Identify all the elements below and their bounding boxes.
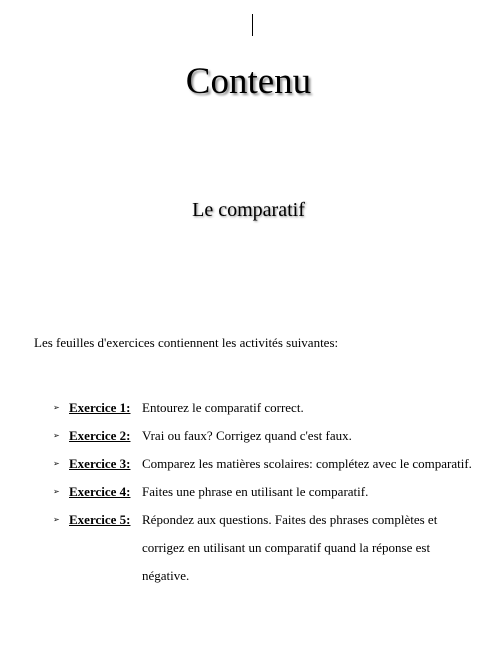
list-item bbox=[0, 422, 497, 450]
exercise-description: Vrai ou faux? Corrigez quand c'est faux. bbox=[142, 428, 352, 443]
exercise-label: Exercice 4: bbox=[69, 484, 131, 499]
arrow-bullet-icon: ➢ bbox=[53, 487, 60, 496]
exercise-list bbox=[0, 394, 497, 583]
list-item bbox=[0, 478, 497, 506]
exercise-description: Comparez les matières scolaires: complétez avec le comparatif. bbox=[142, 456, 472, 471]
list-item bbox=[0, 450, 497, 478]
exercise-description: Entourez le comparatif correct. bbox=[142, 400, 304, 415]
exercise-label: Exercice 1: bbox=[69, 400, 131, 415]
exercise-description: Faites une phrase en utilisant le comparatif. bbox=[142, 484, 369, 499]
arrow-bullet-icon: ➢ bbox=[53, 403, 60, 412]
text-cursor bbox=[252, 14, 253, 36]
arrow-bullet-icon: ➢ bbox=[53, 431, 60, 440]
list-item bbox=[0, 506, 497, 583]
arrow-bullet-icon: ➢ bbox=[53, 459, 60, 468]
page-subtitle: Le comparatif bbox=[192, 199, 305, 221]
exercise-label: Exercice 2: bbox=[69, 428, 131, 443]
page-title: Contenu bbox=[185, 61, 312, 102]
intro-text: Les feuilles d'exercices contiennent les activités suivantes: bbox=[34, 335, 339, 350]
exercise-label: Exercice 3: bbox=[69, 456, 131, 471]
exercise-description: Répondez aux questions. Faites des phrases complètes et corrigez en utilisant un comparatif quand la réponse est négative. bbox=[142, 512, 438, 583]
arrow-bullet-icon: ➢ bbox=[53, 515, 60, 524]
list-item bbox=[0, 394, 497, 422]
exercise-label: Exercice 5: bbox=[69, 512, 131, 527]
